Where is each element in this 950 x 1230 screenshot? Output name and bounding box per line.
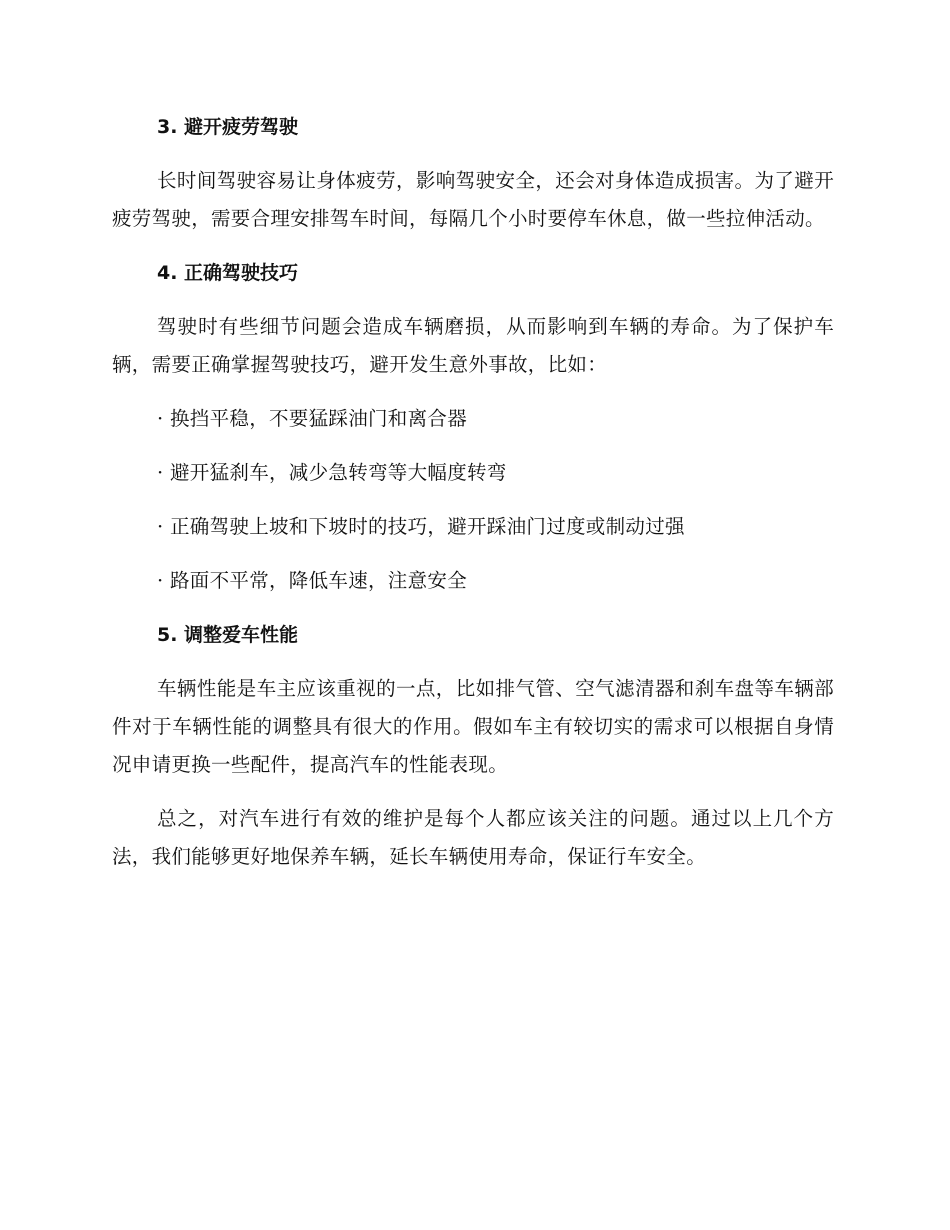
paragraph-fatigue: 长时间驾驶容易让身体疲劳，影响驾驶安全，还会对身体造成损害。为了避开疲劳驾驶，需要合理安排驾车时间，每隔几个小时要停车休息，做一些拉伸活动。	[112, 169, 834, 230]
section-heading-performance: 5. 调整爱车性能	[157, 624, 299, 646]
document-body	[112, 108, 834, 892]
list-item: · 避开猛刹车，减少急转弯等大幅度转弯	[157, 461, 507, 484]
paragraph-conclusion: 总之，对汽车进行有效的维护是每个人都应该关注的问题。通过以上几个方法，我们能够更好地保养车辆，延长车辆使用寿命，保证行车安全。	[112, 807, 834, 868]
list-item: · 换挡平稳，不要猛踩油门和离合器	[157, 407, 467, 430]
paragraph-driving-skills: 驾驶时有些细节问题会造成车辆磨损，从而影响到车辆的寿命。为了保护车辆，需要正确掌握驾驶技巧，避开发生意外事故，比如：	[112, 315, 834, 376]
section-heading-fatigue: 3. 避开疲劳驾驶	[157, 116, 299, 138]
list-item: · 路面不平常，降低车速，注意安全	[157, 569, 467, 592]
section-heading-driving-skills: 4. 正确驾驶技巧	[157, 262, 299, 284]
paragraph-performance: 车辆性能是车主应该重视的一点，比如排气管、空气滤清器和刹车盘等车辆部件对于车辆性能的调整具有很大的作用。假如车主有较切实的需求可以根据自身情况申请更换一些配件，提高汽车的性能表现。	[112, 677, 834, 776]
list-item: · 正确驾驶上坡和下坡时的技巧，避开踩油门过度或制动过强	[157, 515, 685, 538]
